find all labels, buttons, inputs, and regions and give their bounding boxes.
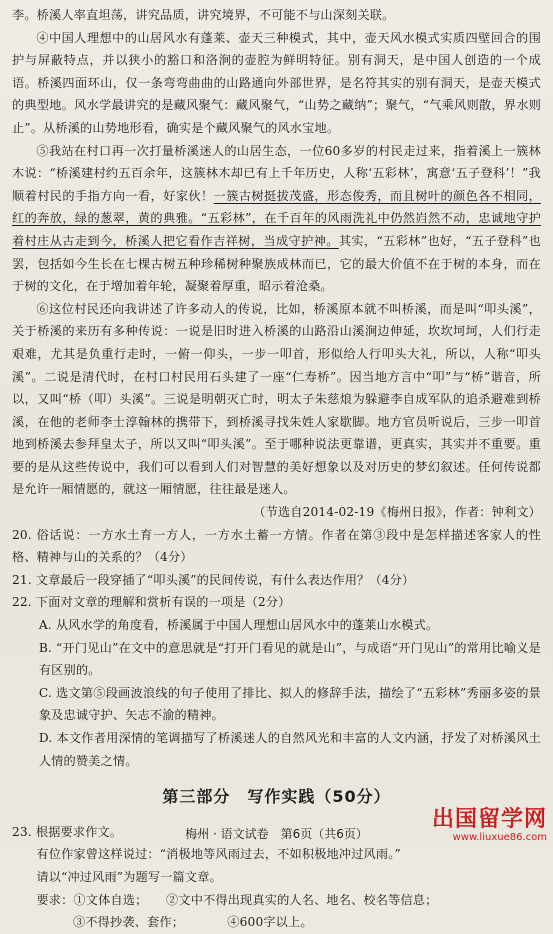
wavy-underlined-sentence: 一簇古树挺拔茂盛，形态俊秀，而且树叶的颜色各不相同，红的奔放，绿的葱翠，黄的典雅。“五彩林”，在千百年的风雨洗礼中仍然岿然不动，忠诚地守护着村庄从古走到今，桥溪人把它看作吉祥树，当成守护神。 bbox=[12, 188, 541, 248]
requirement-1: ①文体自选； bbox=[73, 892, 142, 907]
passage-paragraph-4: ④中国人理想中的山居风水有蓬莱、壶天三种模式，其中，壶天风水模式实质四壁回合的围护与屏蔽特点，并以狭小的豁口和洛涧的壶腔为鲜明特征。别有洞天，是中国人创造的一个成语。桥溪四面环山，仅一条弯弯曲曲的山路通向外部世界，是名符其实的别有洞天，是壶天模式的典型地。风水学最讲究的是藏风聚气：藏风聚气，“山势之藏纳”；聚气，“气乘风则散，界水则止”。从桥溪的山势地形看，确实是个藏风聚气的风水宝地。 bbox=[12, 30, 541, 135]
paragraph-5-end: 其实，“五彩林”也好，“五子登科”也罢，包括如今生长在七棵古树五种珍稀树种聚族成林而已，它的最大价值不在于树的本身，而在于树的文化，在于增加着年轮，凝聚着厚重，昭示着沧桑。 bbox=[12, 233, 542, 294]
watermark-name: 出国留学网 bbox=[431, 807, 547, 832]
passage-paragraph-5 bbox=[12, 140, 541, 298]
question-22-option-a: A. 从风水学的角度看，桥溪属于中国人理想山居风水中的蓬莱山水模式。 bbox=[38, 618, 439, 633]
question-22-option-c: C. 选文第⑤段画波浪线的句子使用了排比、拟人的修辞手法，描绘了“五彩林”秀丽多姿的景象及忠诚守护、矢志不渝的精神。 bbox=[38, 685, 541, 723]
passage-paragraph-6: ⑥这位村民还向我讲述了许多动人的传说，比如，桥溪原本就不叫桥溪，而是叫“叩头溪”，关于桥溪的来历有多种传说：一说是旧时进入桥溪的山路沿山溪涧边伸延，坎坎坷坷，人们行走艰难，尤其是负重行走时，一俯一仰头，一步一叩首，形似给人行叩头大礼，所以，人称“叩头溪”。二说是清代时，在村口村民用石头建了一座“仁寿桥”。因当地方言中“叩”与“桥”谐音，所以，又叫“桥（叩）头溪”。三说是明朝灭亡时，明太子朱慈烺为躲避李自成军队的追杀避难到桥溪，在他的老师李士淳翰林的携带下，到桥溪寻找朱姓人家歇脚。地方官员听说后，三步一叩首地到桥溪去参拜皇太子，所以又叫“叩头溪”。至于哪种说法更靠谱，更真实，其实并不重要。重要的是从这些传说中，我们可以看到人们对智慧的美好想象以及对历史的梦幻叙述。任何传说都是允许一厢情愿的，就这一厢情愿，往往最是迷人。 bbox=[12, 301, 541, 497]
page-footer: 梅州 · 语文试卷 第6页（共6页） bbox=[185, 827, 368, 841]
question-20: 20. 俗话说：一方水土育一方人，一方水土蓄一方情。作者在第③段中是怎样描述客家人的性格、精神与山的关系的？（4分） bbox=[12, 527, 541, 565]
question-22: 22. 下面对文章的理解和赏析有误的一项是（2分） bbox=[12, 595, 291, 610]
passage-intro: 李。桥溪人率直坦荡，讲究品质，讲究境界，不可能不与山深刻关联。 bbox=[12, 8, 395, 22]
question-21: 21. 文章最后一段穿插了“叩头溪”的民间传说，有什么表达作用？（4分） bbox=[12, 572, 415, 587]
section-3-title: 第三部分 写作实践（50分） bbox=[162, 787, 391, 807]
site-watermark bbox=[432, 808, 547, 844]
question-23: 23. 根据要求作文。 bbox=[12, 824, 123, 839]
requirements-label: 要求： bbox=[36, 892, 74, 907]
exam-text bbox=[12, 4, 541, 934]
requirement-4: ④600字以上。 bbox=[227, 915, 313, 930]
question-22-option-b: B. “开门见山”在文中的意思就是“打开门看见的就是山”，与成语“开门见山”的常用比喻义是有区别的。 bbox=[38, 640, 541, 678]
requirement-3: ③不得抄袭、套作； bbox=[73, 915, 178, 930]
requirement-2: ②文中不得出现真实的人名、地名、校名等信息； bbox=[166, 892, 438, 907]
essay-prompt-title: 请以“冲过风雨”为题写一篇文章。 bbox=[36, 869, 222, 884]
watermark-url: www.liuxue86.com bbox=[452, 832, 547, 843]
essay-requirements-1 bbox=[12, 889, 541, 912]
passage-source: （节选自2014-02-19《梅州日报》，作者：钟利文） bbox=[253, 505, 541, 520]
paragraph-5-start: ⑤我站在村口再一次打量桥溪迷人的山居生态，一位60多岁的村民走过来，指着溪上一簇林木说：“桥溪建村约五百余年，这簇林木却已有上千年历史，人称‘五彩林’，寓意‘五子登科’！”我顺着村民的手指方向一看，好家伙！ bbox=[12, 143, 541, 203]
essay-requirements-2 bbox=[12, 911, 541, 934]
essay-prompt-quote: 有位作家曾这样说过：“消极地等风雨过去，不如积极地冲过风雨。” bbox=[36, 847, 401, 862]
question-22-option-d: D. 本文作者用深情的笔调描写了桥溪迷人的自然风光和丰富的人文内涵，抒发了对桥溪风土人情的赞美之情。 bbox=[38, 731, 541, 768]
